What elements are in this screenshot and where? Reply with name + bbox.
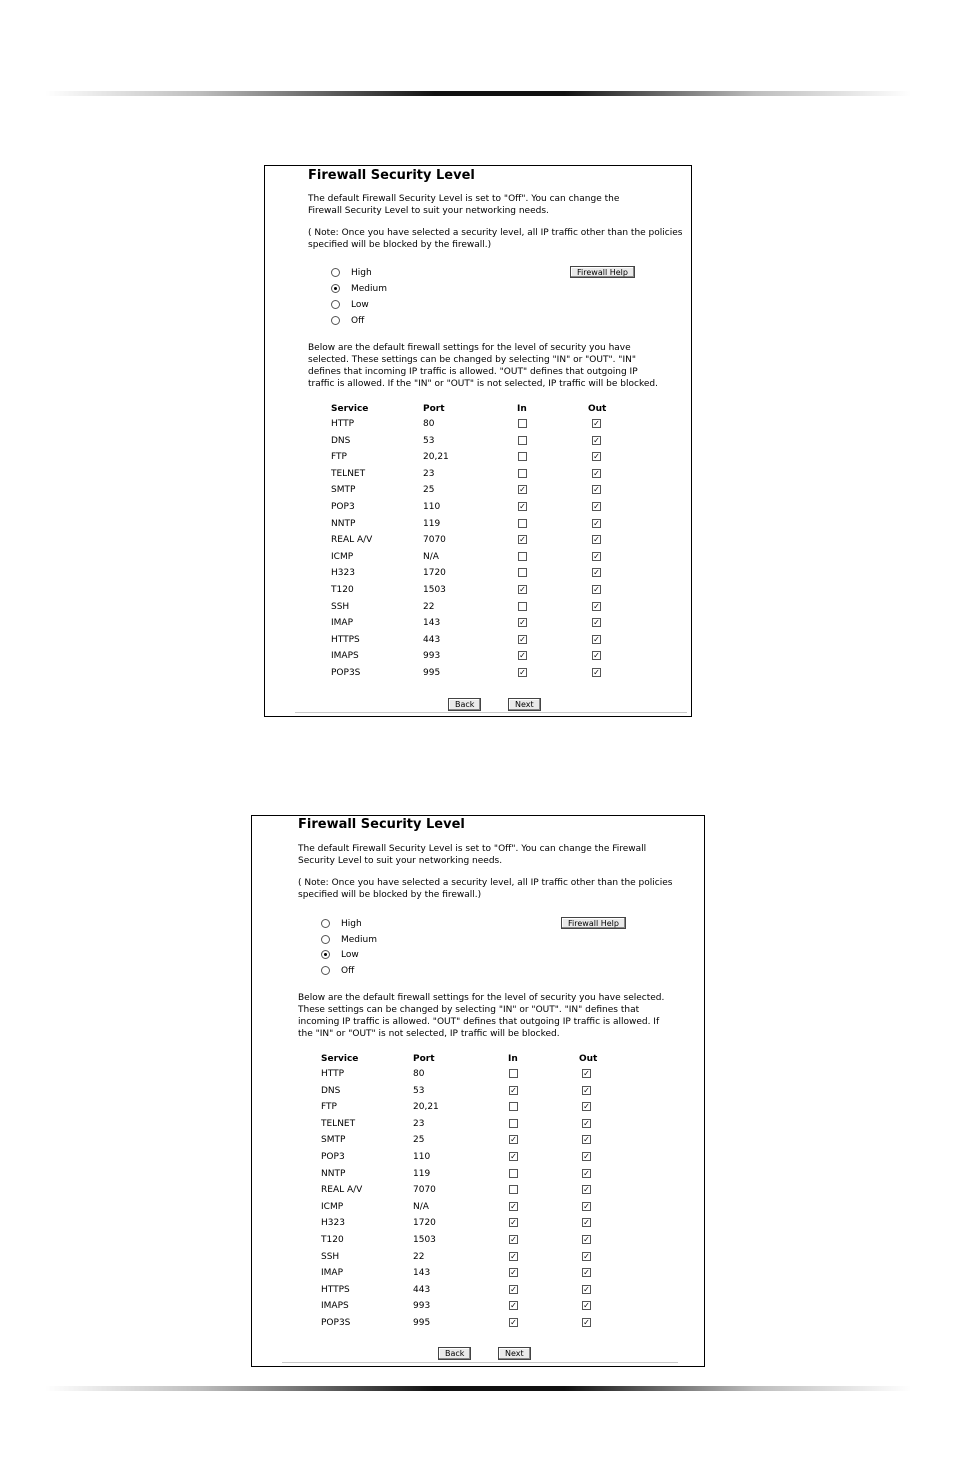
- out-checkbox[interactable]: ✓: [593, 452, 600, 462]
- top-rule: [45, 91, 911, 96]
- in-checkbox[interactable]: ✓: [510, 1284, 517, 1294]
- bottom-rule: [45, 1386, 911, 1391]
- radio-label: High: [341, 919, 362, 929]
- service-name: SSH: [321, 1251, 340, 1262]
- out-checkbox[interactable]: ✓: [583, 1168, 590, 1178]
- out-checkbox[interactable]: ✓: [583, 1152, 590, 1161]
- out-checkbox[interactable]: ✓: [593, 551, 600, 561]
- in-checkbox[interactable]: [509, 1102, 518, 1111]
- column-header-out: Out: [579, 1054, 598, 1064]
- out-checkbox[interactable]: ✓: [593, 651, 600, 661]
- radio-label: Off: [351, 316, 365, 326]
- service-name: T120: [321, 1235, 344, 1245]
- table-row: [265, 651, 691, 665]
- in-checkbox[interactable]: ✓: [519, 585, 526, 594]
- out-checkbox[interactable]: ✓: [593, 585, 600, 594]
- port-number: 143: [423, 618, 441, 629]
- in-checkbox[interactable]: ✓: [510, 1152, 517, 1161]
- port-number: 22: [423, 601, 435, 612]
- table-row: [265, 485, 691, 499]
- in-checkbox[interactable]: [518, 519, 527, 528]
- table-row: [252, 1119, 704, 1133]
- in-checkbox[interactable]: [518, 419, 527, 428]
- settings-description: Below are the default firewall settings for the level of security you have selected. These settings can be changed by selecting "IN" or "OUT". "IN" defines that incoming IP traffic is allowed. "OUT" defines that outgoing IP traffic is allowed. If the "IN" or "OUT" is not selected, IP traffic will be blocked.: [308, 343, 658, 389]
- in-checkbox[interactable]: ✓: [519, 485, 526, 495]
- in-checkbox[interactable]: ✓: [510, 1268, 517, 1278]
- firewall-panel-1: [264, 165, 692, 717]
- service-name: DNS: [331, 435, 351, 446]
- out-checkbox[interactable]: ✓: [583, 1135, 590, 1145]
- in-checkbox[interactable]: [509, 1169, 518, 1178]
- port-number: 443: [413, 1284, 431, 1295]
- radio-button[interactable]: [321, 919, 330, 928]
- page-title: Firewall Security Level: [308, 168, 475, 183]
- service-name: POP3: [331, 502, 355, 512]
- radio-button[interactable]: [331, 316, 340, 325]
- port-number: 20,21: [423, 452, 449, 463]
- radio-button[interactable]: [321, 935, 330, 944]
- service-name: SMTP: [331, 485, 356, 496]
- out-checkbox[interactable]: ✓: [583, 1268, 590, 1278]
- out-checkbox[interactable]: ✓: [593, 634, 600, 644]
- back-button[interactable]: Back: [448, 698, 481, 711]
- table-row: [252, 1069, 704, 1083]
- out-checkbox[interactable]: ✓: [583, 1185, 590, 1195]
- port-number: 110: [423, 502, 441, 512]
- port-number: 23: [423, 468, 435, 479]
- table-row: [265, 602, 691, 616]
- radio-button[interactable]: [331, 300, 340, 309]
- out-checkbox[interactable]: ✓: [593, 535, 600, 545]
- port-number: 20,21: [413, 1102, 439, 1113]
- firewall-help-button[interactable]: Firewall Help: [570, 266, 635, 278]
- radio-button[interactable]: [331, 284, 340, 293]
- port-number: 143: [413, 1268, 431, 1279]
- table-row: [265, 618, 691, 632]
- table-row: [252, 1102, 704, 1116]
- port-number: 80: [413, 1069, 425, 1079]
- in-checkbox[interactable]: ✓: [510, 1235, 517, 1244]
- out-checkbox[interactable]: ✓: [583, 1069, 590, 1078]
- footer-divider: [282, 1362, 678, 1363]
- service-name: ICMP: [321, 1201, 344, 1212]
- table-row: [265, 585, 691, 599]
- port-number: N/A: [423, 551, 439, 562]
- radio-label: High: [351, 268, 372, 278]
- table-row: [265, 519, 691, 533]
- service-name: HTTPS: [321, 1284, 350, 1295]
- out-checkbox[interactable]: ✓: [583, 1118, 590, 1128]
- column-header-port: Port: [423, 404, 445, 414]
- intro-text: The default Firewall Security Level is set to "Off". You can change the Firewall Security Level to suit your networking needs.: [308, 194, 620, 216]
- port-number: 119: [423, 518, 441, 529]
- table-row: [265, 668, 691, 682]
- out-checkbox[interactable]: ✓: [593, 568, 600, 578]
- service-name: SMTP: [321, 1135, 346, 1146]
- radio-label: Low: [351, 300, 369, 310]
- radio-label: Medium: [341, 934, 377, 945]
- intro-text: The default Firewall Security Level is set to "Off". You can change the Firewall Security Level to suit your networking needs.: [298, 844, 647, 866]
- in-checkbox[interactable]: ✓: [510, 1085, 517, 1095]
- column-header-port: Port: [413, 1054, 435, 1064]
- in-checkbox[interactable]: [518, 568, 527, 577]
- service-name: POP3S: [331, 668, 361, 678]
- port-number: 119: [413, 1168, 431, 1179]
- service-name: T120: [331, 585, 354, 595]
- service-name: TELNET: [331, 468, 366, 479]
- out-checkbox[interactable]: ✓: [583, 1102, 590, 1112]
- column-header-in: In: [517, 404, 527, 414]
- service-name: IMAP: [331, 618, 354, 629]
- table-row: [252, 1318, 704, 1332]
- table-row: [252, 1235, 704, 1249]
- service-name: REAL A/V: [331, 535, 373, 546]
- radio-label: Off: [341, 965, 355, 976]
- out-checkbox[interactable]: ✓: [583, 1085, 590, 1095]
- out-checkbox[interactable]: ✓: [583, 1301, 590, 1311]
- in-checkbox[interactable]: ✓: [519, 634, 526, 644]
- table-row: [252, 1152, 704, 1166]
- table-row: [252, 1301, 704, 1315]
- service-name: POP3: [321, 1152, 345, 1162]
- back-button[interactable]: Back: [438, 1347, 471, 1360]
- out-checkbox[interactable]: ✓: [583, 1251, 590, 1261]
- next-button[interactable]: Next: [508, 698, 541, 711]
- out-checkbox[interactable]: ✓: [583, 1284, 590, 1294]
- table-row: [252, 1135, 704, 1149]
- table-row: [252, 1218, 704, 1232]
- out-checkbox[interactable]: ✓: [593, 485, 600, 495]
- port-number: 995: [423, 668, 441, 678]
- radio-label: Medium: [351, 284, 387, 294]
- service-name: FTP: [331, 452, 347, 463]
- port-number: 110: [413, 1152, 431, 1162]
- in-checkbox[interactable]: ✓: [519, 618, 526, 628]
- in-checkbox[interactable]: ✓: [519, 535, 526, 545]
- table-row: [265, 419, 691, 433]
- out-checkbox[interactable]: ✓: [593, 601, 600, 611]
- column-header-out: Out: [588, 404, 607, 414]
- in-checkbox[interactable]: ✓: [510, 1201, 517, 1211]
- service-name: DNS: [321, 1085, 341, 1096]
- out-checkbox[interactable]: ✓: [593, 668, 600, 677]
- port-number: 993: [423, 651, 441, 662]
- firewall-panel-2: [251, 815, 705, 1367]
- in-checkbox[interactable]: ✓: [510, 1301, 517, 1311]
- radio-button[interactable]: [331, 268, 340, 277]
- in-checkbox[interactable]: ✓: [510, 1135, 517, 1145]
- firewall-help-button[interactable]: Firewall Help: [561, 917, 626, 929]
- note-text: ( Note: Once you have selected a security level, all IP traffic other than the policies specified will be blocked by the firewall.): [308, 228, 683, 250]
- table-row: [265, 469, 691, 483]
- service-name: NNTP: [321, 1168, 346, 1179]
- page-title: Firewall Security Level: [298, 817, 465, 832]
- port-number: 80: [423, 419, 435, 429]
- in-checkbox[interactable]: [509, 1119, 518, 1128]
- port-number: 995: [413, 1318, 431, 1328]
- port-number: 22: [413, 1251, 425, 1262]
- service-name: H323: [331, 568, 355, 579]
- note-text: ( Note: Once you have selected a security level, all IP traffic other than the policies specified will be blocked by the firewall.): [298, 878, 673, 900]
- out-checkbox[interactable]: ✓: [583, 1318, 590, 1327]
- out-checkbox[interactable]: ✓: [583, 1201, 590, 1211]
- service-name: IMAPS: [331, 651, 359, 662]
- out-checkbox[interactable]: ✓: [593, 618, 600, 628]
- table-row: [252, 1185, 704, 1199]
- service-name: IMAP: [321, 1268, 344, 1279]
- service-name: SSH: [331, 601, 350, 612]
- table-row: [265, 635, 691, 649]
- port-number: 25: [423, 485, 435, 496]
- in-checkbox[interactable]: [518, 469, 527, 478]
- service-name: REAL A/V: [321, 1185, 363, 1196]
- in-checkbox[interactable]: [518, 602, 527, 611]
- in-checkbox[interactable]: ✓: [510, 1251, 517, 1261]
- port-number: N/A: [413, 1201, 429, 1212]
- in-checkbox[interactable]: [509, 1069, 518, 1078]
- port-number: 53: [423, 435, 435, 446]
- port-number: 7070: [413, 1185, 436, 1196]
- table-row: [265, 568, 691, 582]
- port-number: 7070: [423, 535, 446, 546]
- in-checkbox[interactable]: [509, 1185, 518, 1194]
- table-row: [252, 1268, 704, 1282]
- service-name: HTTP: [331, 419, 355, 429]
- column-header-service: Service: [321, 1054, 359, 1064]
- in-checkbox[interactable]: [518, 436, 527, 445]
- table-row: [265, 436, 691, 450]
- table-row: [265, 535, 691, 549]
- out-checkbox[interactable]: ✓: [593, 502, 600, 511]
- column-header-in: In: [508, 1054, 518, 1064]
- port-number: 25: [413, 1135, 425, 1146]
- in-checkbox[interactable]: ✓: [510, 1218, 517, 1228]
- table-row: [252, 1285, 704, 1299]
- port-number: 1503: [413, 1235, 436, 1245]
- table-row: [252, 1169, 704, 1183]
- in-checkbox[interactable]: ✓: [510, 1318, 517, 1327]
- out-checkbox[interactable]: ✓: [593, 518, 600, 528]
- port-number: 1720: [423, 568, 446, 579]
- service-name: IMAPS: [321, 1301, 349, 1312]
- out-checkbox[interactable]: ✓: [583, 1218, 590, 1228]
- footer-divider: [295, 712, 687, 713]
- radio-label: Low: [341, 950, 359, 960]
- service-name: H323: [321, 1218, 345, 1229]
- in-checkbox[interactable]: ✓: [519, 502, 526, 511]
- radio-button[interactable]: [321, 950, 330, 959]
- table-row: [265, 552, 691, 566]
- port-number: 443: [423, 634, 441, 645]
- service-name: ICMP: [331, 551, 354, 562]
- port-number: 1720: [413, 1218, 436, 1229]
- settings-description: Below are the default firewall settings for the level of security you have selected. These settings can be changed by selecting "IN" or "OUT". "IN" defines that incoming IP traffic is allowed. "OUT" defines that outgoing IP traffic is allowed. If the "IN" or "OUT" is not selected, IP traffic will be blocked.: [298, 993, 665, 1039]
- table-row: [252, 1252, 704, 1266]
- port-number: 1503: [423, 585, 446, 595]
- table-row: [265, 502, 691, 516]
- column-header-service: Service: [331, 404, 369, 414]
- port-number: 53: [413, 1085, 425, 1096]
- out-checkbox[interactable]: ✓: [593, 419, 600, 428]
- out-checkbox[interactable]: ✓: [593, 468, 600, 478]
- service-name: POP3S: [321, 1318, 351, 1328]
- service-name: HTTPS: [331, 634, 360, 645]
- out-checkbox[interactable]: ✓: [583, 1235, 590, 1244]
- service-name: TELNET: [321, 1118, 356, 1129]
- in-checkbox[interactable]: ✓: [519, 651, 526, 661]
- table-row: [252, 1202, 704, 1216]
- port-number: 23: [413, 1118, 425, 1129]
- in-checkbox[interactable]: ✓: [519, 668, 526, 677]
- table-row: [252, 1086, 704, 1100]
- port-number: 993: [413, 1301, 431, 1312]
- out-checkbox[interactable]: ✓: [593, 435, 600, 445]
- radio-button[interactable]: [321, 966, 330, 975]
- service-name: HTTP: [321, 1069, 345, 1079]
- service-name: NNTP: [331, 518, 356, 529]
- next-button[interactable]: Next: [498, 1347, 531, 1360]
- in-checkbox[interactable]: [518, 452, 527, 461]
- in-checkbox[interactable]: [518, 552, 527, 561]
- table-row: [265, 452, 691, 466]
- service-name: FTP: [321, 1102, 337, 1113]
